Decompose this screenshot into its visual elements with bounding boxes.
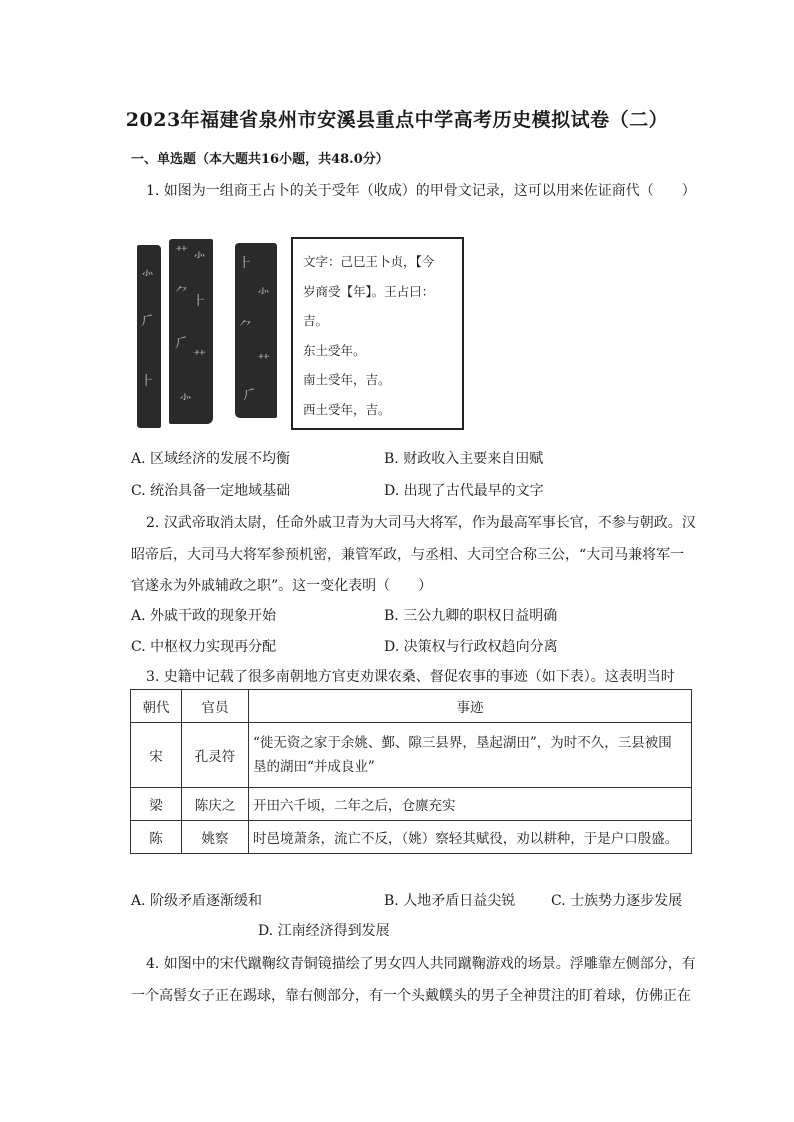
cell-official: 姚察 — [182, 821, 249, 854]
q3-option-c[interactable]: C. 士族势力逐步发展 — [551, 893, 683, 909]
q3-stem: 3. 史籍中记载了很多南朝地方官吏劝课农桑、督促农事的事迹（如下表）。这表明当时 — [146, 669, 675, 685]
header-deeds: 事迹 — [249, 690, 692, 723]
q2-option-b[interactable]: B. 三公九卿的职权日益明确 — [384, 608, 558, 624]
cell-deeds: 时邑境萧条，流亡不反，（姚）察轻其赋役，劝以耕种，于是户口殷盛。 — [249, 821, 692, 854]
q4-stem-line-2: 一个高髻女子正在踢球，靠右侧部分，有一个头戴幞头的男子全神贯注的盯着球，仿佛正在 — [131, 988, 691, 1004]
q2-option-c[interactable]: C. 中枢权力实现再分配 — [131, 639, 277, 655]
section-heading: 一、单选题（本大题共16小题，共48.0分） — [131, 152, 389, 167]
oracle-bone-strip-1: ⺗ ⺁ ⺊ — [137, 245, 161, 428]
q2-stem-line-3: 官遂永为外戚辅政之职”。这一变化表明（ ） — [131, 578, 433, 594]
q1-option-c[interactable]: C. 统治具备一定地域基础 — [131, 483, 291, 499]
header-official: 官员 — [182, 690, 249, 723]
table-header-row — [131, 690, 692, 723]
q2-stem-line-1: 2. 汉武帝取消太尉，任命外戚卫青为大司马大将军，作为最高军事长官，不参与朝政。汉 — [146, 515, 696, 531]
table-row — [131, 723, 692, 788]
table-row — [131, 821, 692, 854]
deed-line: 垦的湖田“并成良业” — [253, 759, 375, 775]
q1-option-a[interactable]: A. 区域经济的发展不均衡 — [131, 451, 291, 467]
cell-dynasty: 陈 — [131, 821, 182, 854]
cell-official: 孔灵符 — [182, 723, 249, 788]
q1-stem: 1. 如图为一组商王占卜的关于受年（收成）的甲骨文记录，这可以用来佐证商代（ ） — [146, 183, 696, 199]
transcription-line: 吉。 — [303, 313, 329, 328]
transcription-line: 岁商受【年】。王占曰： — [303, 283, 435, 299]
transcription-line: 西土受年，吉。 — [303, 401, 391, 417]
oracle-bone-figure — [131, 237, 471, 432]
transcription-line: 东土受年。 — [303, 342, 366, 358]
transcription-line: 文字：己巳王卜贞，【今 — [303, 254, 435, 269]
exam-title: 2023年福建省泉州市安溪县重点中学高考历史模拟试卷（二） — [125, 109, 669, 131]
oracle-transcription-box — [291, 237, 464, 430]
header-dynasty: 朝代 — [131, 690, 182, 723]
cell-dynasty: 宋 — [131, 723, 182, 788]
deed-line: “徙无资之家于余姚、鄞、隙三县界，垦起湖田”，为时不久，三县被围 — [253, 735, 672, 751]
transcription-line: 南土受年，吉。 — [303, 372, 391, 387]
q3-option-b[interactable]: B. 人地矛盾日益尖锐 — [384, 893, 516, 909]
cell-dynasty: 梁 — [131, 788, 182, 821]
q2-option-a[interactable]: A. 外戚干政的现象开始 — [131, 608, 277, 624]
cell-deeds: 开田六千顷，二年之后，仓廪充实 — [249, 788, 692, 821]
q4-stem-line-1: 4. 如图中的宋代蹴鞠纹青铜镜描绘了男女四人共同蹴鞠游戏的场景。浮雕靠左侧部分，有 — [146, 956, 696, 972]
q2-stem-line-2: 昭帝后，大司马大将军参预机密，兼管军政，与丞相、大司空合称三公，“大司马兼将军一 — [131, 547, 685, 563]
table-row — [131, 788, 692, 821]
oracle-bone-strip-3: ⺊ ⺗ ⺈ ⺿ ⺁ — [235, 243, 277, 418]
cell-official: 陈庆之 — [182, 788, 249, 821]
cell-deeds — [249, 723, 692, 788]
q1-option-b[interactable]: B. 财政收入主要来自田赋 — [384, 451, 544, 467]
oracle-bone-strip-2: ⺿ ⺗ ⺈ ⺊ ⺁ ⺿ ⺗ — [169, 239, 213, 424]
q3-option-d[interactable]: D. 江南经济得到发展 — [258, 923, 390, 939]
q1-option-d[interactable]: D. 出现了古代最早的文字 — [384, 483, 544, 499]
q3-deeds-table — [130, 689, 692, 854]
q3-option-a[interactable]: A. 阶级矛盾逐渐缓和 — [131, 893, 263, 909]
q2-option-d[interactable]: D. 决策权与行政权趋向分离 — [384, 639, 558, 655]
